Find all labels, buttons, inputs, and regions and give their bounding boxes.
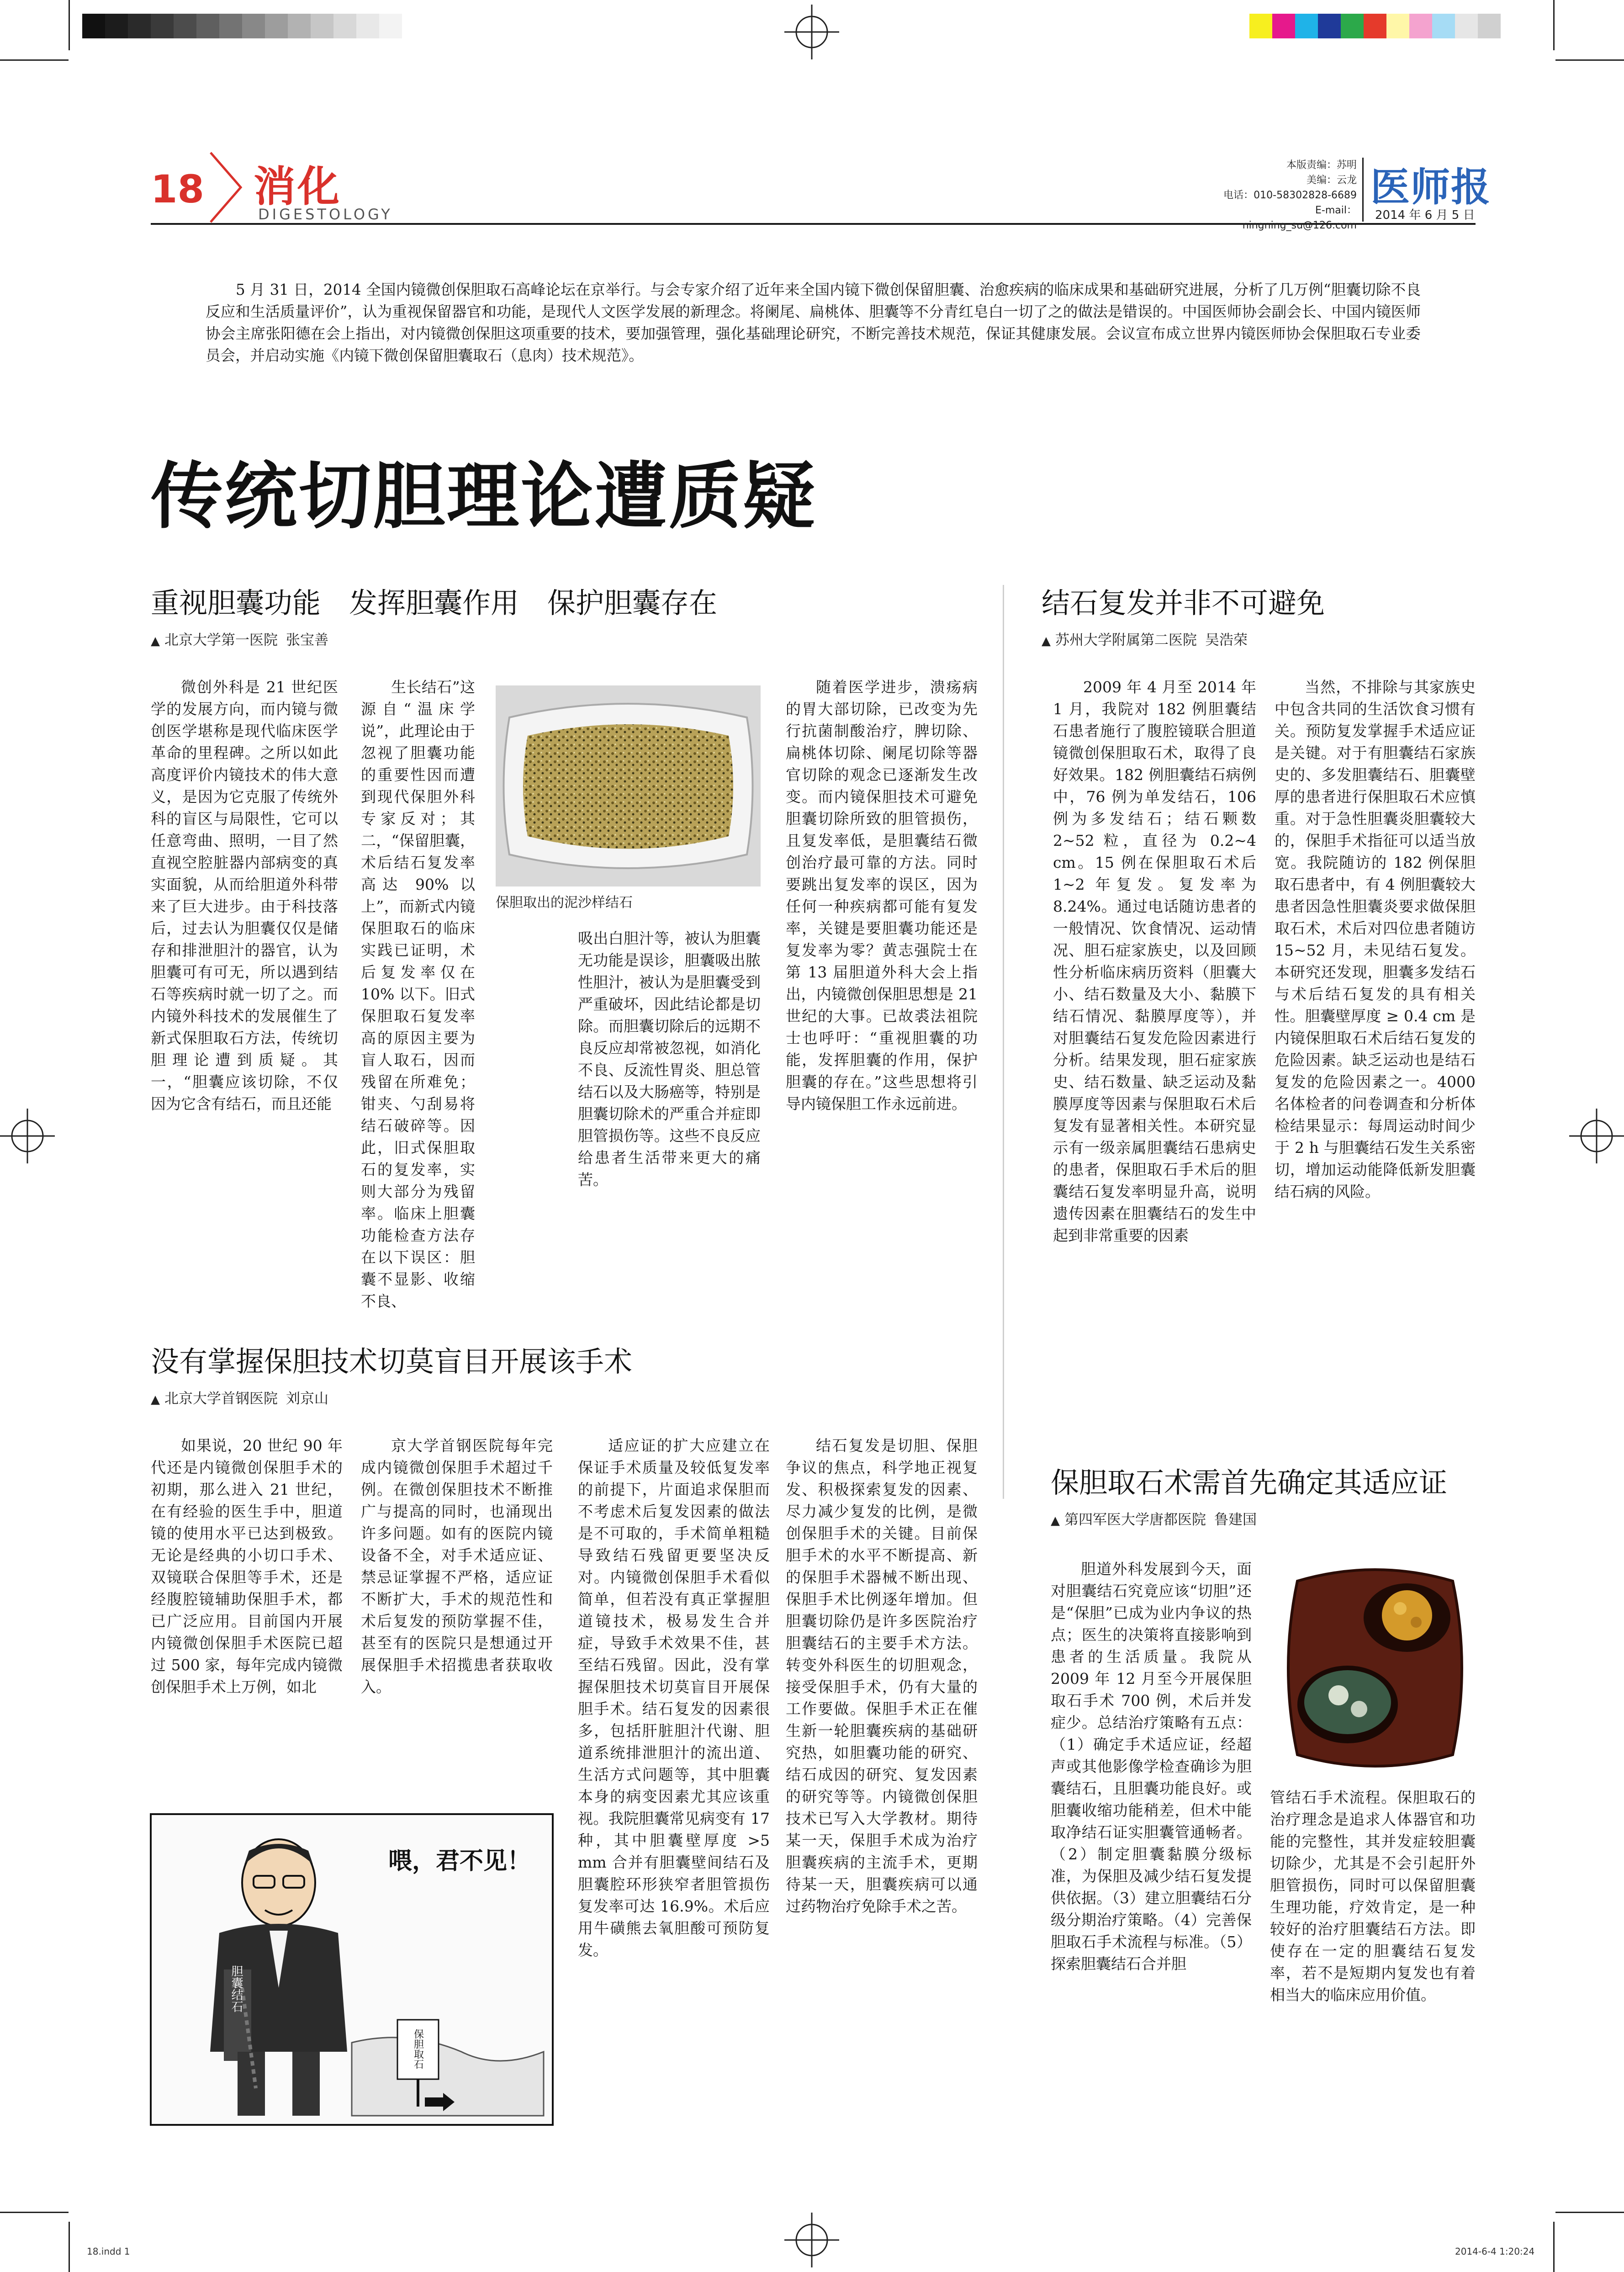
article-4-title: 保胆取石术需首先确定其适应证 (1051, 1466, 1448, 1499)
crop-mark (1553, 0, 1555, 50)
author-name: 张宝善 (286, 632, 328, 648)
article-2-column-4: 结石复发是切胆、保胆争议的焦点，科学地正视复发、积极探索复发的因素、尽力减少复发的比例，是微创保胆手术的关键。目前保胆手术的水平不断提高、新的保胆手术器械不断出现、保胆手术比例逐年增加。但胆囊切除仍是许多医院治疗胆囊结石的主要手术方法。转变外科医生的切胆观念，接受保胆手术，仍有大量的工作要做。保胆手术正在催生新一轮胆囊疾病的基础研究热，如胆囊功能的研究、结石成因的研究、复发因素的研究等等。内镜微创保胆技术已写入大学教材。期待某一天，保胆手术成为治疗胆囊疾病的主流手术，更期待某一天，胆囊疾病可以通过药物治疗免除手术之苦。 (786, 1437, 978, 1915)
article-2-title: 没有掌握保胆技术切莫盲目开展该手术 (151, 1345, 633, 1378)
article-2-column-3: 适应证的扩大应建立在保证手术质量及较低复发率的前提下，片面追求保胆而不考虑术后复发因素的做法是不可取的，手术简单粗糙导致结石残留更要坚决反对。内镜微创保胆手术看似简单，但若没有真正掌握胆道镜技术，极易发生合并症，导致手术效果不佳，甚至结石残留。因此，没有掌握保胆技术切莫盲目开展保胆手术。结石复发的因素很多，包括肝脏胆汁代谢、胆道系统排泄胆汁的流出道、生活方式问题等，其中胆囊本身的病变因素尤其应该重视。我院胆囊常见病变有 17 种，其中胆囊壁厚度 >5 mm 合并有胆囊壁间结石及胆囊腔环形狭窄者胆管损伤复发率可达 16.9%。术后应用牛磺熊去氧胆酸可预防复发。 (578, 1437, 770, 1959)
article-4-column-1: 胆道外科发展到今天，面对胆囊结石究竟应该“切胆”还是“保胆”已成为业内争议的热点；医生的决策将直接影响到患者的生活质量。我院从 2009 年 12 月至今开展保胆取石手术 700 例，术后并发症少。总结治疗策略有五点：（1）确定手术适应证，经超声或其他影像学检查确诊为胆囊结石，且胆囊功能良好。或胆囊收缩功能稍差，但术中能取净结石证实胆囊管通畅者。（2）制定胆囊黏膜分级标准，为保胆及减少结石复发提供依据。（3）建立胆囊结石分级分期治疗策略。（4）完善保胆取石手术流程与标准。（5）探索胆囊结石合并胆 (1051, 1560, 1252, 1973)
editor-line: 本版责编：苏明 (1286, 159, 1357, 171)
editor-info (1220, 158, 1357, 233)
article-3-column-2: 当然，不排除与其家族史中包含共同的生活饮食习惯有关。预防复发掌握手术适应证是关键。对于有胆囊结石家族史的、多发胆囊结石、胆囊壁厚的患者进行保胆取石术应慎重。对于急性胆囊炎胆囊较大的，保胆手术指征可以适当放宽。我院随访的 182 例保胆取石患者中，有 4 例胆囊较大患者因急性胆囊炎要求做保胆取石术，术后对四位患者随访 15~52 月，未见结石复发。本研究还发现，胆囊多发结石与术后结石复发的具有相关性。胆囊壁厚度 ≥ 0.4 cm 是内镜保胆取石术后结石复发的危险因素。缺乏运动也是结石复发的危险因素之一。4000 名体检者的问卷调查和分析体检结果显示：每周运动时间少于 2 h 与胆囊结石发生关系密切，增加运动能降低新发胆囊结石病的风险。 (1275, 678, 1476, 1200)
registration-target-icon (0, 1109, 55, 1163)
author-affiliation: 北京大学第一医院 (164, 632, 278, 648)
page-number: 18 (151, 167, 204, 212)
editor-line: E-mail：ningning_su@126.com (1242, 205, 1357, 231)
author-affiliation: 苏州大学附属第二医院 (1055, 632, 1197, 648)
article-2-column-1: 如果说，20 世纪 90 年代还是内镜微创保胆手术的初期，那么进入 21 世纪，在有经验的医生手中，胆道镜的使用水平已达到极致。无论是经典的小切口手术、双镜联合保胆等手术，还是经腹腔镜辅助保胆手术，都已广泛应用。目前国内开展内镜微创保胆手术医院已超过 500 家，每年完成内镜微创保胆手术上万例，如北 (151, 1437, 343, 1696)
triangle-icon: ▲ (151, 634, 160, 648)
article-1-column-2: 生长结石”这源自“温床学说”，此理论由于忽视了胆囊功能的重要性因而遭到现代保胆外科专家反对；其二，“保留胆囊，术后结石复发率高达 90% 以上”，而新式内镜保胆取石的临床实践已证明，术后复发率仅在 10% 以下。旧式保胆取石复发率高的原因主要为盲人取石，因而残留在所难免；钳夹、勺刮易将结石破碎等。因此，旧式保胆取石的复发率，实则大部分为残留率。临床上胆囊功能检查方法存在以下误区：胆囊不显影、收缩不良、 (361, 678, 475, 1310)
section-subtitle: DIGESTOLOGY (258, 206, 393, 223)
print-timestamp: 2014-6-4 1:20:24 (1455, 2246, 1535, 2257)
cartoon-speech: 喂，君不见！ (388, 1847, 531, 1875)
article-1-column-3: 随着医学进步，溃疡病的胃大部切除，已改变为先行抗菌制酸治疗，脾切除、扁桃体切除、阑尾切除等器官切除的观念已逐渐发生改变。而内镜保胆技术可避免胆囊切除所致的胆管损伤，且复发率低，是胆囊结石微创治疗最可靠的方法。同时要跳出复发率的误区，因为任何一种疾病都可能有复发率，关键是要胆囊功能还是复发率为零？黄志强院士在第 13 届胆道外科大会上指出，内镜微创保胆思想是 21 世纪的大事。已故裘法祖院士也呼吁：“重视胆囊的功能，发挥胆囊的作用，保护胆囊的存在。”这些思想将引导内镜保胆工作永远前进。 (786, 678, 978, 1113)
article-3-title: 结石复发并非不可避免 (1042, 586, 1325, 620)
article-1-column-2b: 吸出白胆汁等，被认为胆囊无功能是误诊，胆囊吸出脓性胆汁，被认为是胆囊受到严重破坏，因此结论都是切除。而胆囊切除后的远期不良反应却常被忽视，如消化不良、反流性胃炎、胆总管结石以及大肠癌等，特别是胆囊切除术的严重合并症即胆管损伤等。这些不良反应给患者生活带来更大的痛苦。 (578, 929, 761, 1189)
registration-target-icon (1569, 1109, 1624, 1163)
column-divider (1003, 585, 1004, 1499)
crop-mark (69, 0, 70, 50)
author-name: 鲁建国 (1214, 1512, 1257, 1528)
header-divider (1362, 158, 1364, 222)
triangle-icon: ▲ (151, 1393, 160, 1407)
article-1-byline (151, 628, 328, 649)
gallstone-photo (496, 685, 761, 887)
triangle-icon: ▲ (1042, 634, 1051, 648)
issue-date: 2014 年 6 月 5 日 (1375, 208, 1475, 222)
file-name: 18.indd 1 (87, 2246, 130, 2257)
author-name: 刘京山 (286, 1391, 328, 1407)
article-2-column-2: 京大学首钢医院每年完成内镜微创保胆手术超过千例。在微创保胆技术不断推广与提高的同时，也涌现出许多问题。如有的医院内镜设备不全，对手术适应证、禁忌证掌握不严格，适应证不断扩大，手术的规范性和术后复发的预防掌握不佳，甚至有的医院只是想通过开展保胆手术招揽患者获取收入。 (361, 1437, 553, 1696)
registration-target-icon (784, 5, 839, 59)
author-affiliation: 第四军医大学唐都医院 (1064, 1512, 1206, 1528)
article-3-column-1: 2009 年 4 月至 2014 年 1 月，我院对 182 例胆囊结石患者施行了腹腔镜联合胆道镜微创保胆取石术，取得了良好效果。182 例胆囊结石病例中，76 例为单发结石，106 例为多发结石；结石颗数 2~52 粒，直径为 0.2~4 cm。15 例在保胆取石术后 1~2 年复发。复发率为 8.24%。通过电话随访患者的一般情况、饮食情况、运动情况、胆石症家族史，以及回顾性分析临床病历资料（胆囊大小、结石数量及大小、黏膜下结石情况、黏膜厚度等），并对胆囊结石复发危险因素进行分析。结果发现，胆石症家族史、结石数量、缺乏运动及黏膜厚度等因素与保胆取石术后复发有显著相关性。本研究显示有一级亲属胆囊结石患病史的患者，保胆取石手术后的胆囊结石复发率明显升高，说明遗传因素在胆囊结石的发生中起到非常重要的因素 (1053, 678, 1256, 1244)
registration-gray-bar (82, 14, 402, 38)
article-1-title: 重视胆囊功能 发挥胆囊作用 保护胆囊存在 (151, 586, 718, 620)
crop-mark (1553, 2222, 1555, 2272)
registration-target-icon (784, 2213, 839, 2267)
gallbladder-bowl-photo (1270, 1554, 1476, 1782)
page-title: 传统切胆理论遭质疑 (151, 455, 817, 539)
editor-line: 电话：010-58302828-6689 (1223, 190, 1357, 201)
crop-mark (0, 2212, 69, 2213)
article-2-byline (151, 1387, 328, 1407)
chevron-right-icon (208, 151, 244, 224)
article-4-byline (1051, 1508, 1257, 1529)
crop-mark (0, 59, 69, 61)
newspaper-brand: 医师报 (1370, 164, 1491, 210)
intro-paragraph: 5 月 31 日，2014 全国内镜微创保胆取石高峰论坛在京举行。与会专家介绍了近年来全国内镜下微创保留胆囊、治愈疾病的临床成果和基础研究进展，分析了几万例“胆囊切除不良反应和生活质量评价”，认为重视保留器官和功能，是现代人文医学发展的新理念。将阑尾、扁桃体、胆囊等不分青红皂白一切了之的做法是错误的。中国医师协会副会长、中国内镜医师协会主席张阳德在会上指出，对内镜微创保胆这项重要的技术，要加强管理，强化基础理论研究，不断完善技术规范，保证其健康发展。会议宣布成立世界内镜医师协会保胆取石专业委员会，并启动实施《内镜下微创保留胆囊取石（息肉）技术规范》。 (206, 281, 1421, 364)
author-affiliation: 北京大学首钢医院 (164, 1391, 278, 1407)
article-4-column-2: 管结石手术流程。保胆取石的治疗理念是追求人体器官和功能的完整性，其并发症较胆囊切除少，尤其是不会引起肝外胆管损伤，同时可以保留胆囊生理功能，疗效肯定，是一种较好的治疗胆囊结石方法。即使存在一定的胆囊结石复发率，若不是短期内复发也有着相当大的临床应用价值。 (1270, 1789, 1476, 2004)
section-title: 消化 (254, 162, 342, 211)
cartoon-label-gallstone: 胆囊结石 (229, 1965, 243, 2012)
article-3-byline (1042, 628, 1248, 649)
author-name: 吴浩荣 (1205, 632, 1248, 648)
cartoon-sign-label: 保胆取石 (412, 2029, 424, 2069)
article-1-column-1: 微创外科是 21 世纪医学的发展方向，而内镜与微创医学堪称是现代临床医学革命的里程碑。之所以如此高度评价内镜技术的伟大意义，是因为它克服了传统外科的盲区与局限性，它可以任意弯曲、照明，一目了然直视空腔脏器内部病变的真实面貌，从而给胆道外科带来了巨大进步。由于科技落后，过去认为胆囊仅仅是储存和排泄胆汁的器官，认为胆囊可有可无，所以遇到结石等疾病时就一切了之。而内镜外科技术的发展催生了新式保胆取石方法，传统切胆理论遭到质疑。其一，“胆囊应该切除，不仅因为它含有结石，而且还能 (151, 678, 338, 1113)
registration-color-bar (1249, 14, 1501, 38)
triangle-icon: ▲ (1051, 1514, 1060, 1528)
crop-mark (1555, 59, 1624, 61)
crop-mark (69, 2222, 70, 2272)
editor-line: 美编：云龙 (1306, 175, 1357, 186)
crop-mark (1555, 2212, 1624, 2213)
photo-caption: 保胆取出的泥沙样结石 (496, 895, 633, 911)
cartoon-illustration (151, 1814, 553, 2125)
